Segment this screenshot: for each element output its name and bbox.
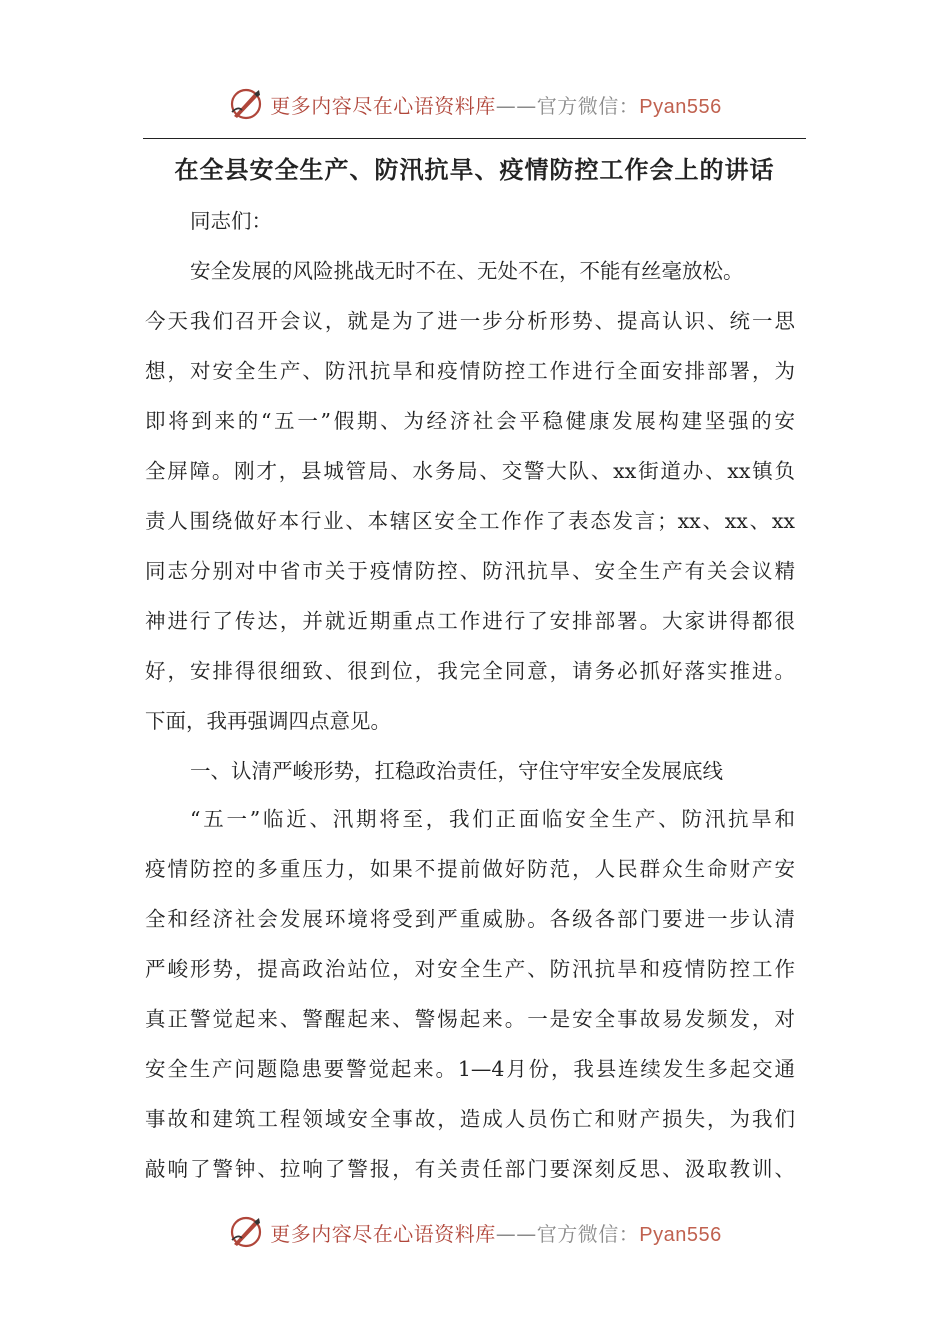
body-line: 全屏障。刚才，县城管局、水务局、交警大队、xx街道办、xx镇负 bbox=[145, 459, 795, 483]
pen-quill-logo-icon bbox=[228, 86, 264, 122]
banner-contact-label: 官方微信： bbox=[536, 1221, 640, 1246]
body-line: 想，对安全生产、防汛抗旱和疫情防控工作进行全面安排部署，为 bbox=[145, 359, 795, 383]
footer-watermark-banner bbox=[0, 1210, 950, 1254]
banner-dash: —— bbox=[495, 1221, 537, 1246]
body-line: 疫情防控的多重压力，如果不提前做好防范，人民群众生命财产安 bbox=[145, 857, 795, 881]
banner-contact-id: Pyan556 bbox=[639, 1223, 722, 1246]
banner-brand: 更多内容尽在心语资料库 bbox=[270, 1221, 496, 1246]
body-line: 全和经济社会发展环境将受到严重威胁。各级各部门要进一步认清 bbox=[145, 907, 795, 931]
body-line: “五一”临近、汛期将至，我们正面临安全生产、防汛抗旱和 bbox=[190, 807, 795, 831]
body-line: 今天我们召开会议，就是为了进一步分析形势、提高认识、统一思 bbox=[145, 309, 795, 333]
body-line: 事故和建筑工程领域安全事故，造成人员伤亡和财产损失，为我们 bbox=[145, 1107, 795, 1131]
banner-brand: 更多内容尽在心语资料库 bbox=[270, 93, 496, 118]
banner-text bbox=[270, 1218, 721, 1247]
body-line: 同志们： bbox=[190, 209, 272, 233]
body-line: 安全生产问题隐患要警觉起来。1—4月份，我县连续发生多起交通 bbox=[145, 1057, 795, 1081]
body-line: 严峻形势，提高政治站位，对安全生产、防汛抗旱和疫情防控工作 bbox=[145, 957, 795, 981]
banner-contact-id: Pyan556 bbox=[639, 95, 722, 118]
header-watermark-banner bbox=[0, 82, 950, 126]
body-line: 下面，我再强调四点意见。 bbox=[145, 709, 391, 733]
body-line: 同志分别对中省市关于疫情防控、防汛抗旱、安全生产有关会议精 bbox=[145, 559, 795, 583]
body-line: 神进行了传达，并就近期重点工作进行了安排部署。大家讲得都很 bbox=[145, 609, 795, 633]
body-line: 真正警觉起来、警醒起来、警惕起来。一是安全事故易发频发，对 bbox=[145, 1007, 795, 1031]
section-heading: 一、认清严峻形势，扛稳政治责任，守住守牢安全发展底线 bbox=[190, 759, 723, 783]
banner-dash: —— bbox=[495, 93, 537, 118]
body-line: 敲响了警钟、拉响了警报，有关责任部门要深刻反思、汲取教训、 bbox=[145, 1157, 795, 1181]
document-title: 在全县安全生产、防汛抗旱、疫情防控工作会上的讲话 bbox=[174, 156, 775, 184]
body-line: 安全发展的风险挑战无时不在、无处不在，不能有丝毫放松。 bbox=[190, 259, 744, 283]
header-divider bbox=[143, 138, 806, 139]
banner-text bbox=[270, 90, 721, 119]
banner-contact-label: 官方微信： bbox=[536, 93, 640, 118]
body-line: 即将到来的“五一”假期、为经济社会平稳健康发展构建坚强的安 bbox=[145, 409, 795, 433]
body-line: 好，安排得很细致、很到位，我完全同意，请务必抓好落实推进。 bbox=[145, 659, 795, 683]
body-line: 责人围绕做好本行业、本辖区安全工作作了表态发言；xx、xx、xx bbox=[145, 509, 795, 533]
pen-quill-logo-icon bbox=[228, 1214, 264, 1250]
